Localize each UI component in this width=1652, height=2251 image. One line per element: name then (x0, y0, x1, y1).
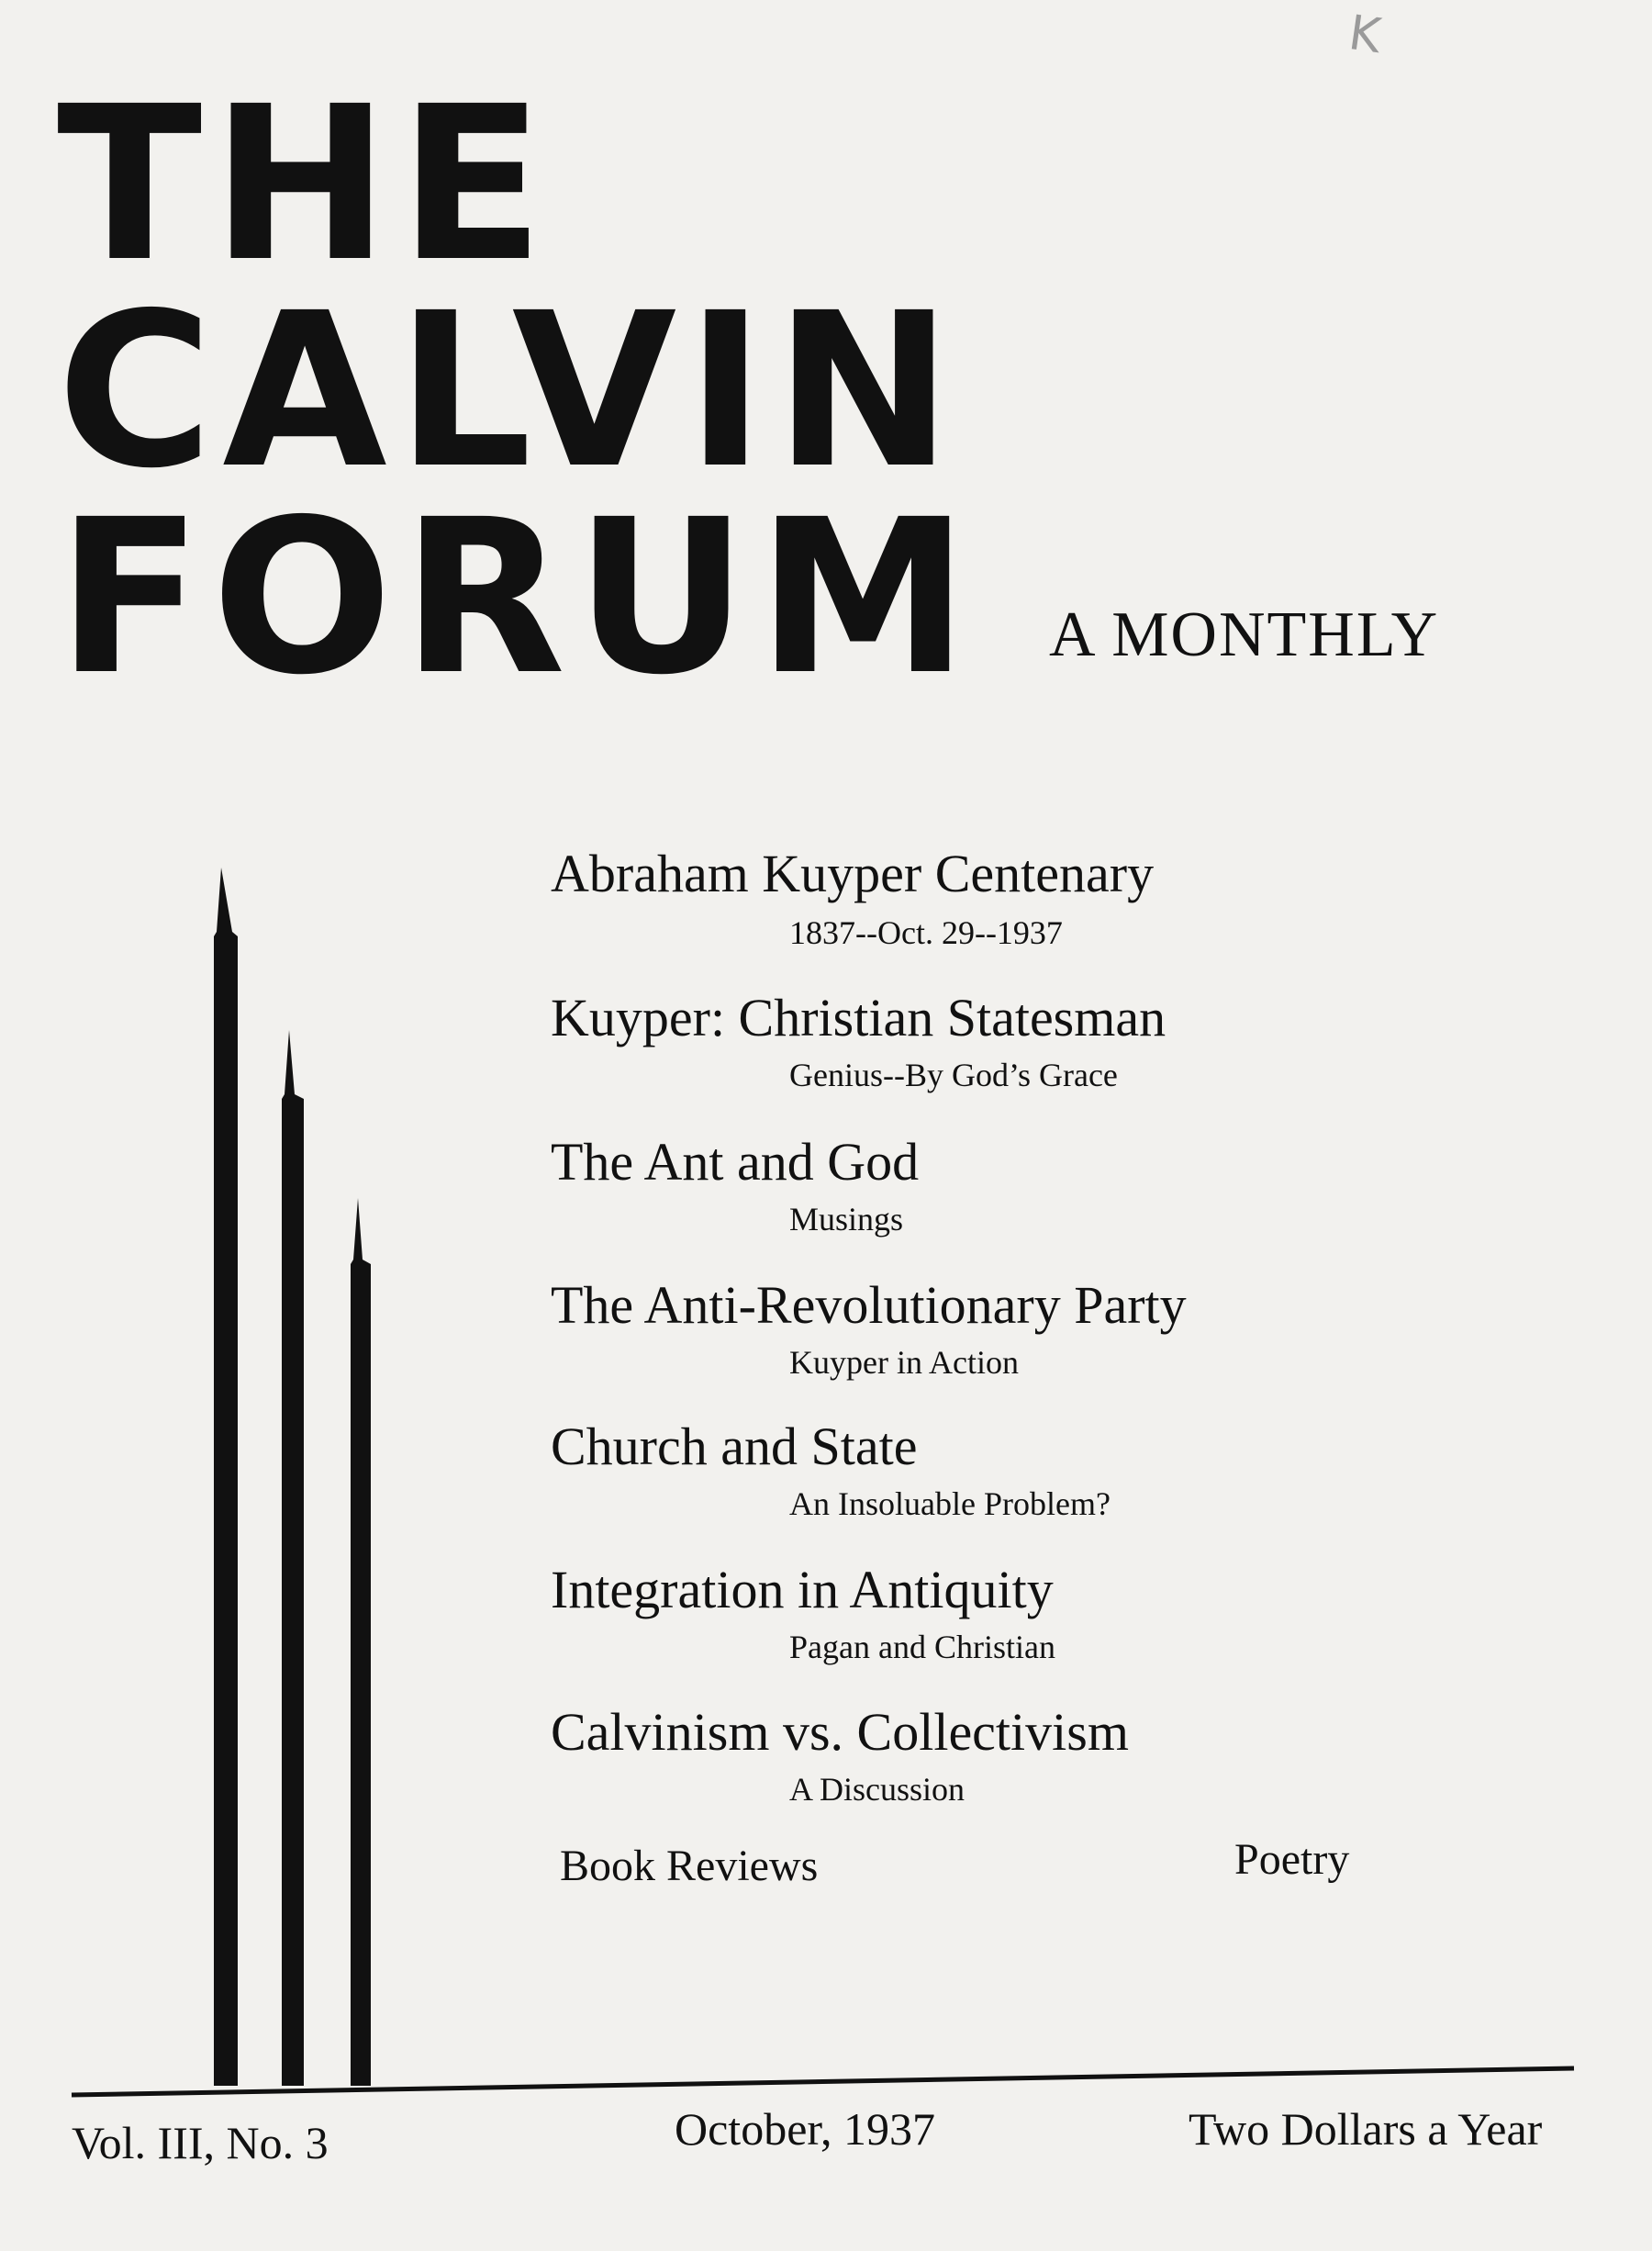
contents-title-5: Church and State (551, 1417, 918, 1476)
issue-date: October, 1937 (675, 2103, 936, 2155)
contents-title-7: Calvinism vs. Collectivism (551, 1702, 1129, 1762)
spire-1 (214, 868, 238, 2086)
contents-subtitle-5: An Insoluable Problem? (789, 1485, 1111, 1522)
contents-subtitle-6: Pagan and Christian (789, 1629, 1055, 1665)
subscription-price: Two Dollars a Year (1189, 2103, 1543, 2155)
spire-2 (282, 1030, 304, 2086)
handwritten-mark: K (1345, 5, 1385, 65)
masthead-line-3: FORUM (57, 474, 978, 722)
contents-subtitle-2: Genius--By God’s Grace (789, 1057, 1118, 1093)
book-reviews-label: Book Reviews (560, 1842, 819, 1890)
masthead-line-2: CALVIN (57, 267, 962, 515)
contents-subtitle-3: Musings (789, 1201, 904, 1237)
volume-number: Vol. III, No. 3 (72, 2117, 329, 2168)
contents-subtitle-4: Kuyper in Action (789, 1344, 1019, 1381)
contents-title-6: Integration in Antiquity (551, 1560, 1054, 1619)
spire-3 (351, 1198, 371, 2086)
contents-title-4: The Anti-Revolutionary Party (551, 1275, 1187, 1335)
poetry-label: Poetry (1234, 1835, 1350, 1884)
masthead-line-1: THE (57, 61, 553, 308)
contents-title-3: The Ant and God (551, 1132, 920, 1192)
contents-title-1: Abraham Kuyper Centenary (551, 844, 1155, 903)
tagline: A MONTHLY (1049, 599, 1440, 670)
contents-title-2: Kuyper: Christian Statesman (551, 988, 1166, 1047)
contents-subtitle-1: 1837--Oct. 29--1937 (789, 914, 1063, 951)
contents-subtitle-7: A Discussion (789, 1771, 966, 1808)
